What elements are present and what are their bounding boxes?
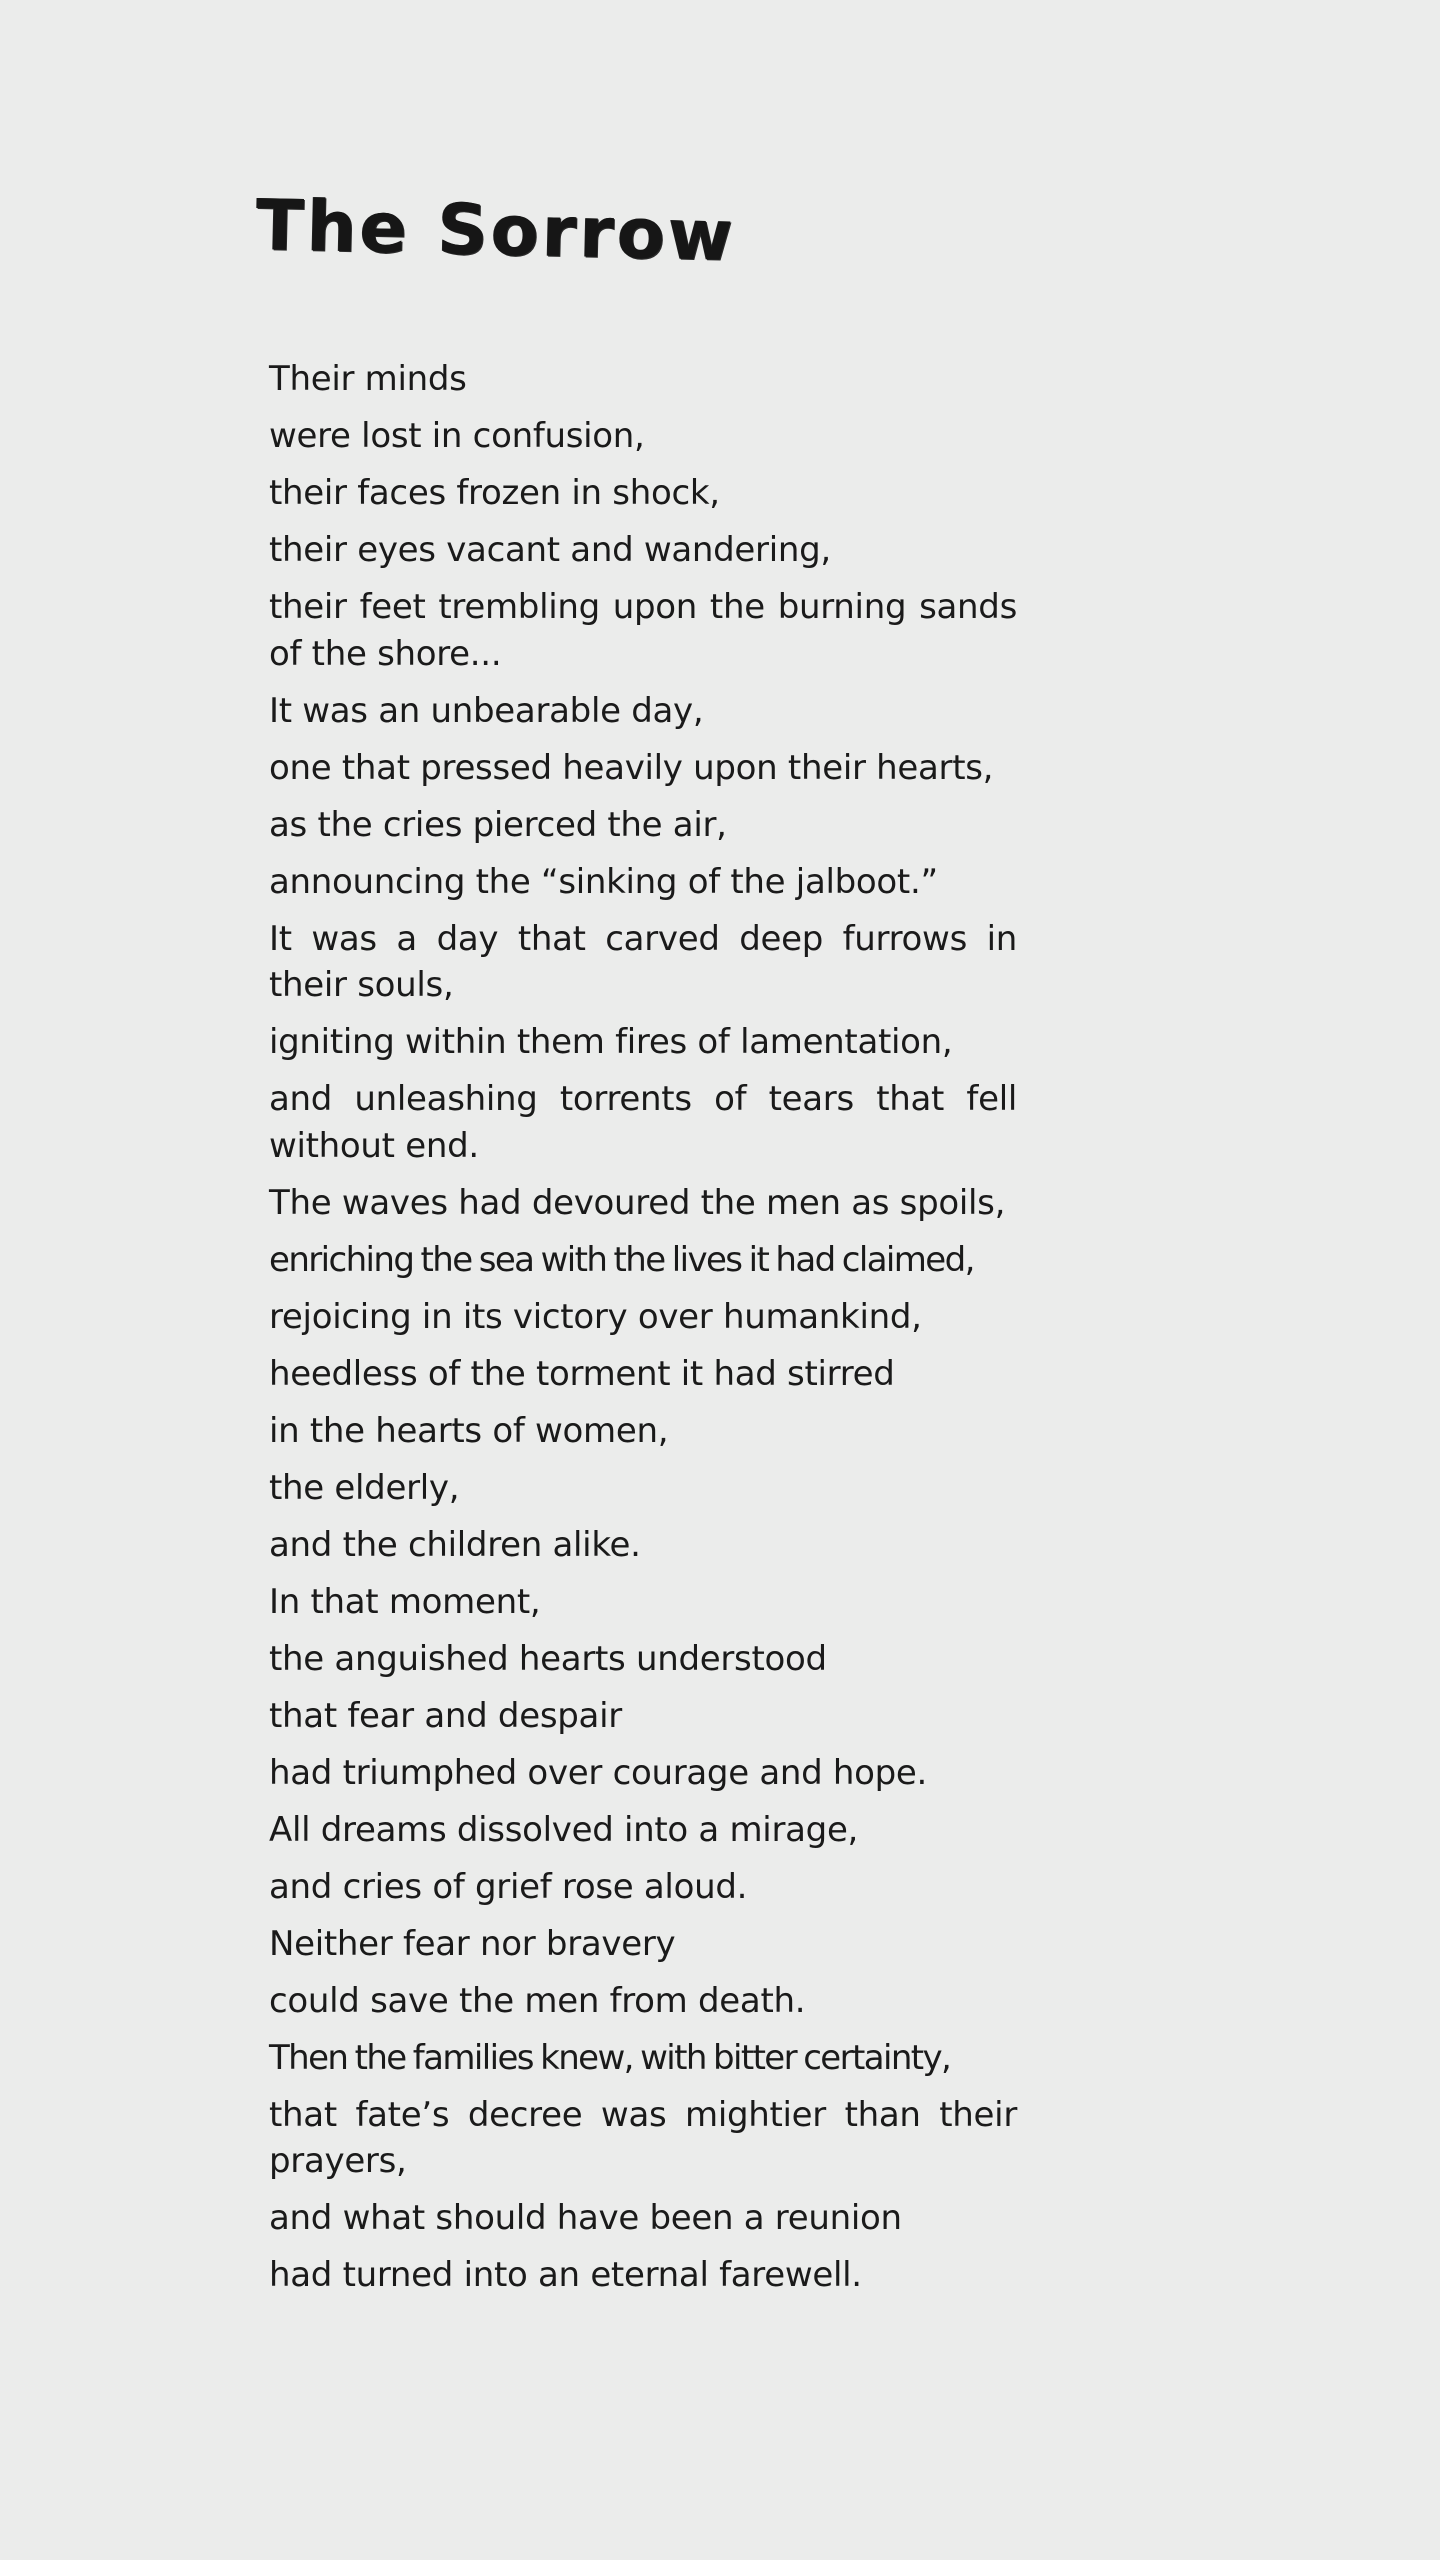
poem-line: heedless of the torment it had stirred: [269, 1353, 895, 1394]
poem-line: It was an unbearable day,: [269, 690, 704, 731]
poem-line: Their minds: [269, 359, 467, 399]
poem-line: their faces frozen in shock,: [269, 473, 720, 513]
poem-line: that fate’s decree was mightier than their prayers,: [269, 2094, 1017, 2181]
poem-line: enriching the sea with the lives it had claimed,: [269, 1239, 974, 1280]
poem-line: the elderly,: [269, 1467, 460, 1508]
poem-line: could save the men from death.: [269, 1980, 806, 2021]
poem-line: one that pressed heavily upon their hearts,: [269, 747, 994, 788]
poem-line: had triumphed over courage and hope.: [269, 1752, 928, 1793]
poem-line: and what should have been a reunion: [269, 2198, 902, 2238]
poem-line: and cries of grief rose aloud.: [269, 1866, 748, 1907]
poem-line: Then the families knew, with bitter certainty,: [269, 2037, 951, 2078]
poem-line: their feet trembling upon the burning sands of the shore...: [269, 587, 1017, 674]
poem-line: the anguished hearts understood: [269, 1638, 827, 1679]
poem-line: were lost in confusion,: [269, 416, 645, 456]
poem-line: All dreams dissolved into a mirage,: [269, 1809, 859, 1850]
poem-line: their eyes vacant and wandering,: [269, 530, 831, 570]
poem-line: In that moment,: [269, 1581, 541, 1622]
poem-line: that fear and despair: [269, 1695, 622, 1736]
poem-line: had turned into an eternal farewell.: [269, 2255, 862, 2295]
poem-line: Neither fear nor bravery: [269, 1923, 676, 1964]
poem-body: [269, 356, 1017, 2309]
poem-line: The waves had devoured the men as spoils,: [269, 1182, 1006, 1223]
poem-title: The Sorrow: [255, 184, 737, 277]
poem-line: and the children alike.: [269, 1524, 641, 1565]
poem-line: It was a day that carved deep furrows in their souls,: [269, 918, 1017, 1005]
poem-line: announcing the “sinking of the jalboot.”: [269, 861, 938, 902]
poem-line: and unleashing torrents of tears that fell without end.: [269, 1079, 1017, 1166]
poem-line: rejoicing in its victory over humankind,: [269, 1296, 922, 1337]
poem-line: igniting within them fires of lamentation,: [269, 1022, 953, 1062]
poem-line: in the hearts of women,: [269, 1410, 669, 1451]
poem-line: as the cries pierced the air,: [269, 804, 727, 845]
